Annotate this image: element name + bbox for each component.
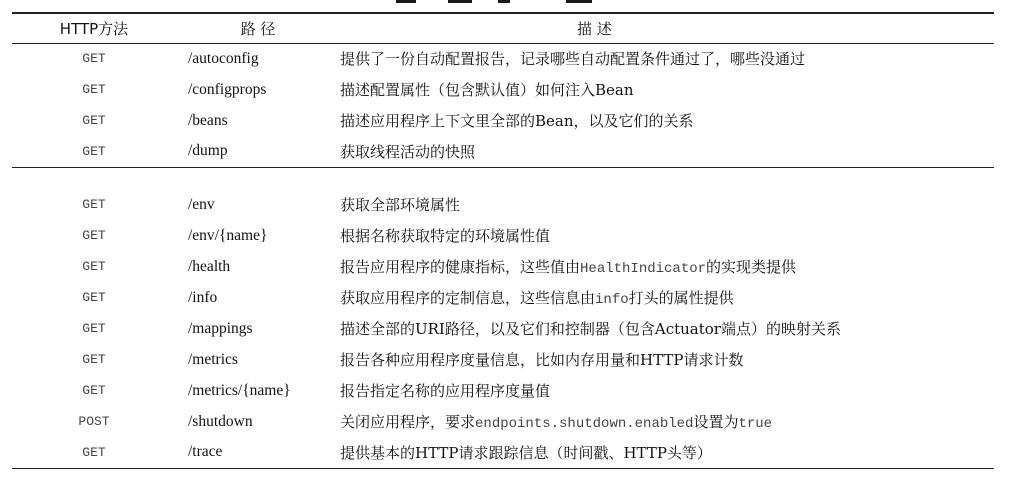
table-row [12, 313, 994, 344]
http-method-cell: GET [82, 290, 106, 305]
endpoint-path-cell: /configprops [188, 80, 267, 98]
description-cell [340, 313, 994, 344]
description-text: 获取应用程序的定制信息，这些信息由 [340, 289, 596, 307]
table-row [12, 437, 994, 468]
endpoints-table [12, 12, 994, 469]
header-path: 路 径 [240, 19, 276, 38]
endpoint-path-cell: /env/{name} [188, 226, 268, 244]
description-text: 描述全部的URI路径，以及它们和控制器（包含Actuator端点）的映射关系 [340, 320, 841, 338]
http-method-cell: GET [82, 51, 106, 67]
http-method-cell: GET [82, 444, 106, 460]
cropped-caption-fragment [0, 0, 1016, 4]
http-method-cell: GET [82, 143, 106, 159]
description-text: 描述配置属性（包含默认值）如何注入Bean [340, 81, 634, 99]
http-method-cell: GET [82, 113, 106, 128]
description-cell [340, 105, 994, 136]
table-row [12, 74, 994, 105]
description-text: 根据名称获取特定的环境属性值 [340, 227, 551, 245]
description-cell [340, 437, 994, 468]
code-fragment: endpoints.shutdown.enabled [475, 416, 694, 432]
table-row [12, 220, 994, 251]
endpoint-path-cell: /autoconfig [188, 49, 259, 67]
description-text: 打头的属性提供 [628, 289, 734, 307]
description-cell [340, 344, 994, 375]
http-method-cell: POST [78, 414, 110, 429]
endpoint-path-cell: /metrics [188, 350, 238, 368]
table-row [12, 344, 994, 375]
description-text: 提供了一份自动配置报告，记录哪些自动配置条件通过了，哪些没通过 [340, 50, 806, 69]
table-row [12, 406, 994, 437]
description-cell [340, 406, 994, 437]
http-method-cell: GET [82, 259, 106, 274]
description-text: 获取全部环境属性 [340, 196, 461, 215]
description-text: 的实现类提供 [706, 258, 797, 276]
description-text: 报告应用程序的健康指标，这些值由 [340, 258, 581, 276]
http-method-cell: GET [82, 352, 106, 367]
table-row [12, 375, 994, 406]
endpoint-path-cell: /health [188, 257, 231, 275]
endpoint-path-cell: /info [188, 288, 218, 306]
description-text: 关闭应用程序，要求 [340, 413, 476, 431]
code-fragment: true [738, 416, 773, 432]
description-text: 提供基本的HTTP请求跟踪信息（时间戳、HTTP头等） [340, 443, 712, 462]
code-fragment: info [595, 292, 629, 308]
header-method: HTTP方法 [59, 19, 129, 38]
description-text: 描述应用程序上下文里全部的Bean，以及它们的关系 [340, 112, 694, 130]
description-cell [340, 282, 994, 313]
table-row [12, 167, 994, 220]
endpoint-path-cell: /dump [188, 142, 228, 160]
endpoint-path-cell: /metrics/{name} [188, 381, 291, 399]
http-method-cell: GET [82, 321, 106, 336]
description-cell [340, 220, 994, 251]
endpoint-path-cell: /mappings [188, 319, 253, 337]
description-text: 设置为 [693, 413, 739, 431]
description-text: 获取线程活动的快照 [340, 142, 476, 161]
http-method-cell: GET [82, 228, 106, 243]
table-row [12, 136, 994, 167]
table-row [12, 282, 994, 313]
endpoint-path-cell: /env [188, 195, 215, 213]
table-body [12, 43, 994, 468]
description-cell [340, 43, 994, 74]
description-cell [340, 375, 994, 406]
http-method-cell: GET [82, 197, 106, 213]
table-row [12, 43, 994, 74]
description-cell [340, 167, 994, 220]
endpoint-path-cell: /trace [188, 443, 223, 461]
description-text: 报告指定名称的应用程序度量值 [340, 382, 551, 400]
description-text: 报告各种应用程序度量信息，比如内存用量和HTTP请求计数 [340, 351, 744, 369]
header-description: 描 述 [577, 19, 612, 38]
code-fragment: HealthIndicator [580, 261, 707, 277]
description-cell [340, 251, 994, 282]
description-cell [340, 74, 994, 105]
http-method-cell: GET [82, 383, 106, 398]
table-row [12, 251, 994, 282]
http-method-cell: GET [82, 82, 106, 97]
endpoint-path-cell: /beans [188, 111, 228, 129]
table-header-row [12, 13, 994, 43]
table-row [12, 105, 994, 136]
description-cell [340, 136, 994, 167]
endpoint-path-cell: /shutdown [188, 412, 253, 430]
